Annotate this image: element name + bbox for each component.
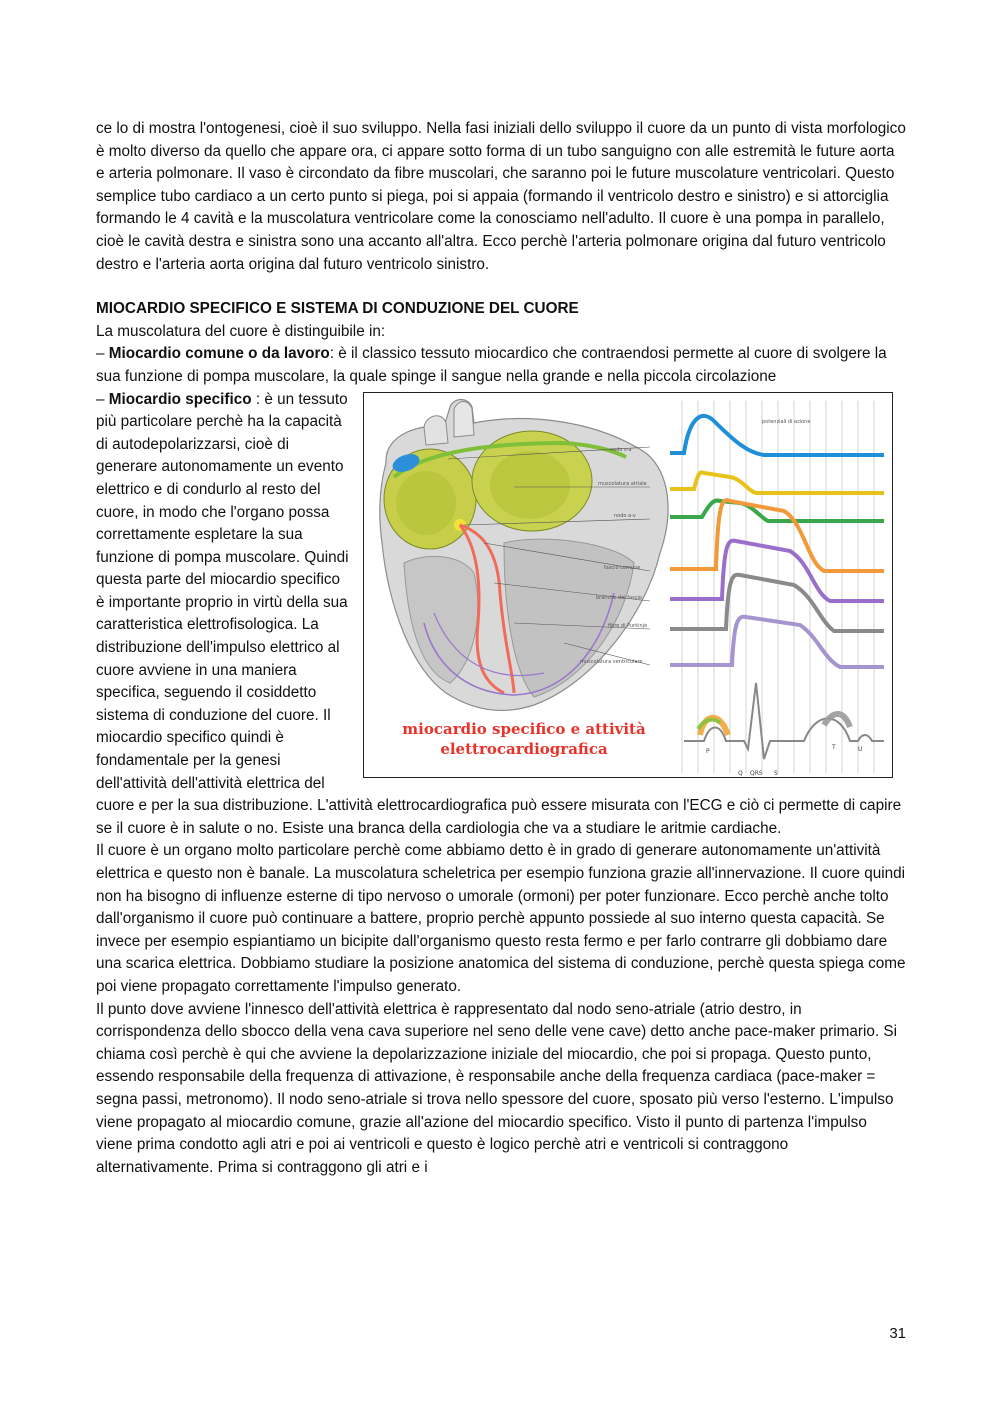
ecg-label-p: P	[706, 747, 710, 755]
paragraph-ontogenesis: ce lo di mostra l'ontogenesi, cioè il suo sviluppo. Nella fasi iniziali dello sviluppo il cuore da un punto di vista morfologico è molto diverso da quello che appare ora, ci appare sotto forma di un tubo sanguigno con alle estremità le future aorta e arteria polmonare. Il vaso è circondato da fibre muscolari, che saranno poi le future muscolature ventricolari. Questo semplice tubo cardiaco a un certo punto si piega, poi si appaia (formando il ventricolo destro e sinistro) e si attorciglia formando le 4 cavità e la muscolatura ventricolare come la conosciamo nell'adulto. Il cuore è una pompa in parallelo, cioè le cavità destra e sinistra sono una accanto all'altra. Ecco perchè l'arteria polmonare origina dal futuro ventricolo destro e l'arteria aorta origina dal futuro ventricolo sinistro.	[96, 120, 906, 273]
list-dash: –	[96, 390, 105, 408]
label-nodo-av: nodo a-v	[614, 512, 636, 519]
document-page	[96, 118, 906, 1179]
paragraph-autonomy: Il cuore è un organo molto particolare perchè come abbiamo detto è in grado di generare autonomamente un'attività elettrica e questo non è banale. La muscolatura scheletrica per esempio funziona grazie all'innervazione. Il cuore quindi non ha bisogno di influenze esterne di tipo nervoso o umorale (ormoni) per poter funzionare. Ecco perchè anche tolto dall'organismo il cuore può continuare a battere, proprio perchè appunto possiede al suo interno questa capacità. Se invece per esempio espiantiamo un bicipite dall'organismo questo resta fermo e per farlo contrarre gli dobbiamo dare una scarica elettrica. Dobbiamo studiare la posizione anatomica del sistema di conduzione, perchè questa spiega come poi viene propagato correttamente l'impulso generato.	[96, 842, 906, 995]
caption-line-2: elettrocardiografica	[440, 739, 608, 758]
paragraph-nodo-seno-atriale: Il punto dove avviene l'innesco dell'attività elettrica è rappresentato dal nodo seno-atriale (atrio destro, in corrispondenza dello sbocco della vena cava superiore nel seno delle vene cave) detto anche pace-maker primario. Si chiama così perchè è qui che avviene la depolarizzazione iniziale del miocardio, che poi si propaga. Questo punto, essendo responsabile della frequenza di attivazione, è responsabile anche della frequenza cardiaca (pace-maker = segna passi, metronomo). Il nodo seno-atriale si trova nello spessore del cuore, sposato più verso l'esterno. L'impulso viene propagato al miocardio comune, grazie all'azione del miocardio specifico. Visto il punto di partenza l'impulso viene prima condotto agli atri e poi ai ventricoli e questo è logico perchè atri e ventricoli si contraggono alternativamente. Prima si contraggono gli atri e i	[96, 1000, 897, 1176]
label-branche: branche del fascio	[596, 594, 642, 601]
term-miocardio-comune: Miocardio comune o da lavoro	[108, 345, 330, 363]
label-fascio: fascio comune	[604, 564, 641, 571]
page-number: 31	[889, 1325, 906, 1342]
list-item-miocardio-comune	[96, 343, 906, 388]
definition-miocardio-specifico: : è un tessuto più particolare perchè ha la capacità di autodepolarizzarsi, cioè di generare autonomamente un evento elettrico e di condurlo al resto del cuore, in modo che l'organo possa correttamente espletare la sua funzione di pompa muscolare. Quindi questa parte del miocardio specifico è importante proprio in virtù della sua caratteristica elettrofisologica. La distribuzione dell'impulso elettrico al cuore avviene in una maniera specifica, seguendo il cosiddetto sistema di conduzione del cuore. Il miocardio specifico quindi è fondamentale per la genesi dell'attività dell'attività elettrica del cuore e per la sua distribuzione. L'attività elettrocardiografica può essere misurata con l'ECG e ciò ci permette di capire se il cuore è in salute o no. Esiste una branca della cardiologia che va a studiare le aritmie cardiache.	[96, 390, 902, 837]
heart-conduction-figure	[363, 392, 893, 778]
ecg-label-s: S	[774, 769, 778, 777]
label-potenziali: potenziali di azione	[762, 418, 811, 425]
caption-line-1: miocardio specifico e attività	[402, 719, 646, 738]
ecg-label-u: U	[858, 745, 863, 753]
list-dash: –	[96, 345, 105, 363]
ecg-label-q: Q	[738, 769, 743, 777]
section-intro: La muscolatura del cuore è distinguibile in:	[96, 322, 386, 340]
figure-caption	[384, 719, 664, 759]
ecg-label-t: T	[832, 743, 836, 751]
list-item-miocardio-specifico	[96, 389, 906, 841]
label-purkinje: fibre di Purkinje	[608, 622, 648, 629]
term-miocardio-specifico: Miocardio specifico	[108, 390, 252, 408]
label-nodo-sa: nodo s-a	[610, 446, 632, 453]
ecg-label-qrs: QRS	[750, 769, 763, 777]
label-ventricolare: muscolatura ventricolare	[580, 658, 643, 665]
section-heading: MIOCARDIO SPECIFICO E SISTEMA DI CONDUZIONE DEL CUORE	[96, 300, 579, 318]
definition-miocardio-comune: : è il classico tessuto miocardico che contraendosi permette al cuore di svolgere la sua funzione di pompa muscolare, la quale spinge il sangue nella grande e nella piccola circolazione	[96, 345, 887, 385]
label-atriale: muscolatura atriale	[598, 480, 647, 487]
